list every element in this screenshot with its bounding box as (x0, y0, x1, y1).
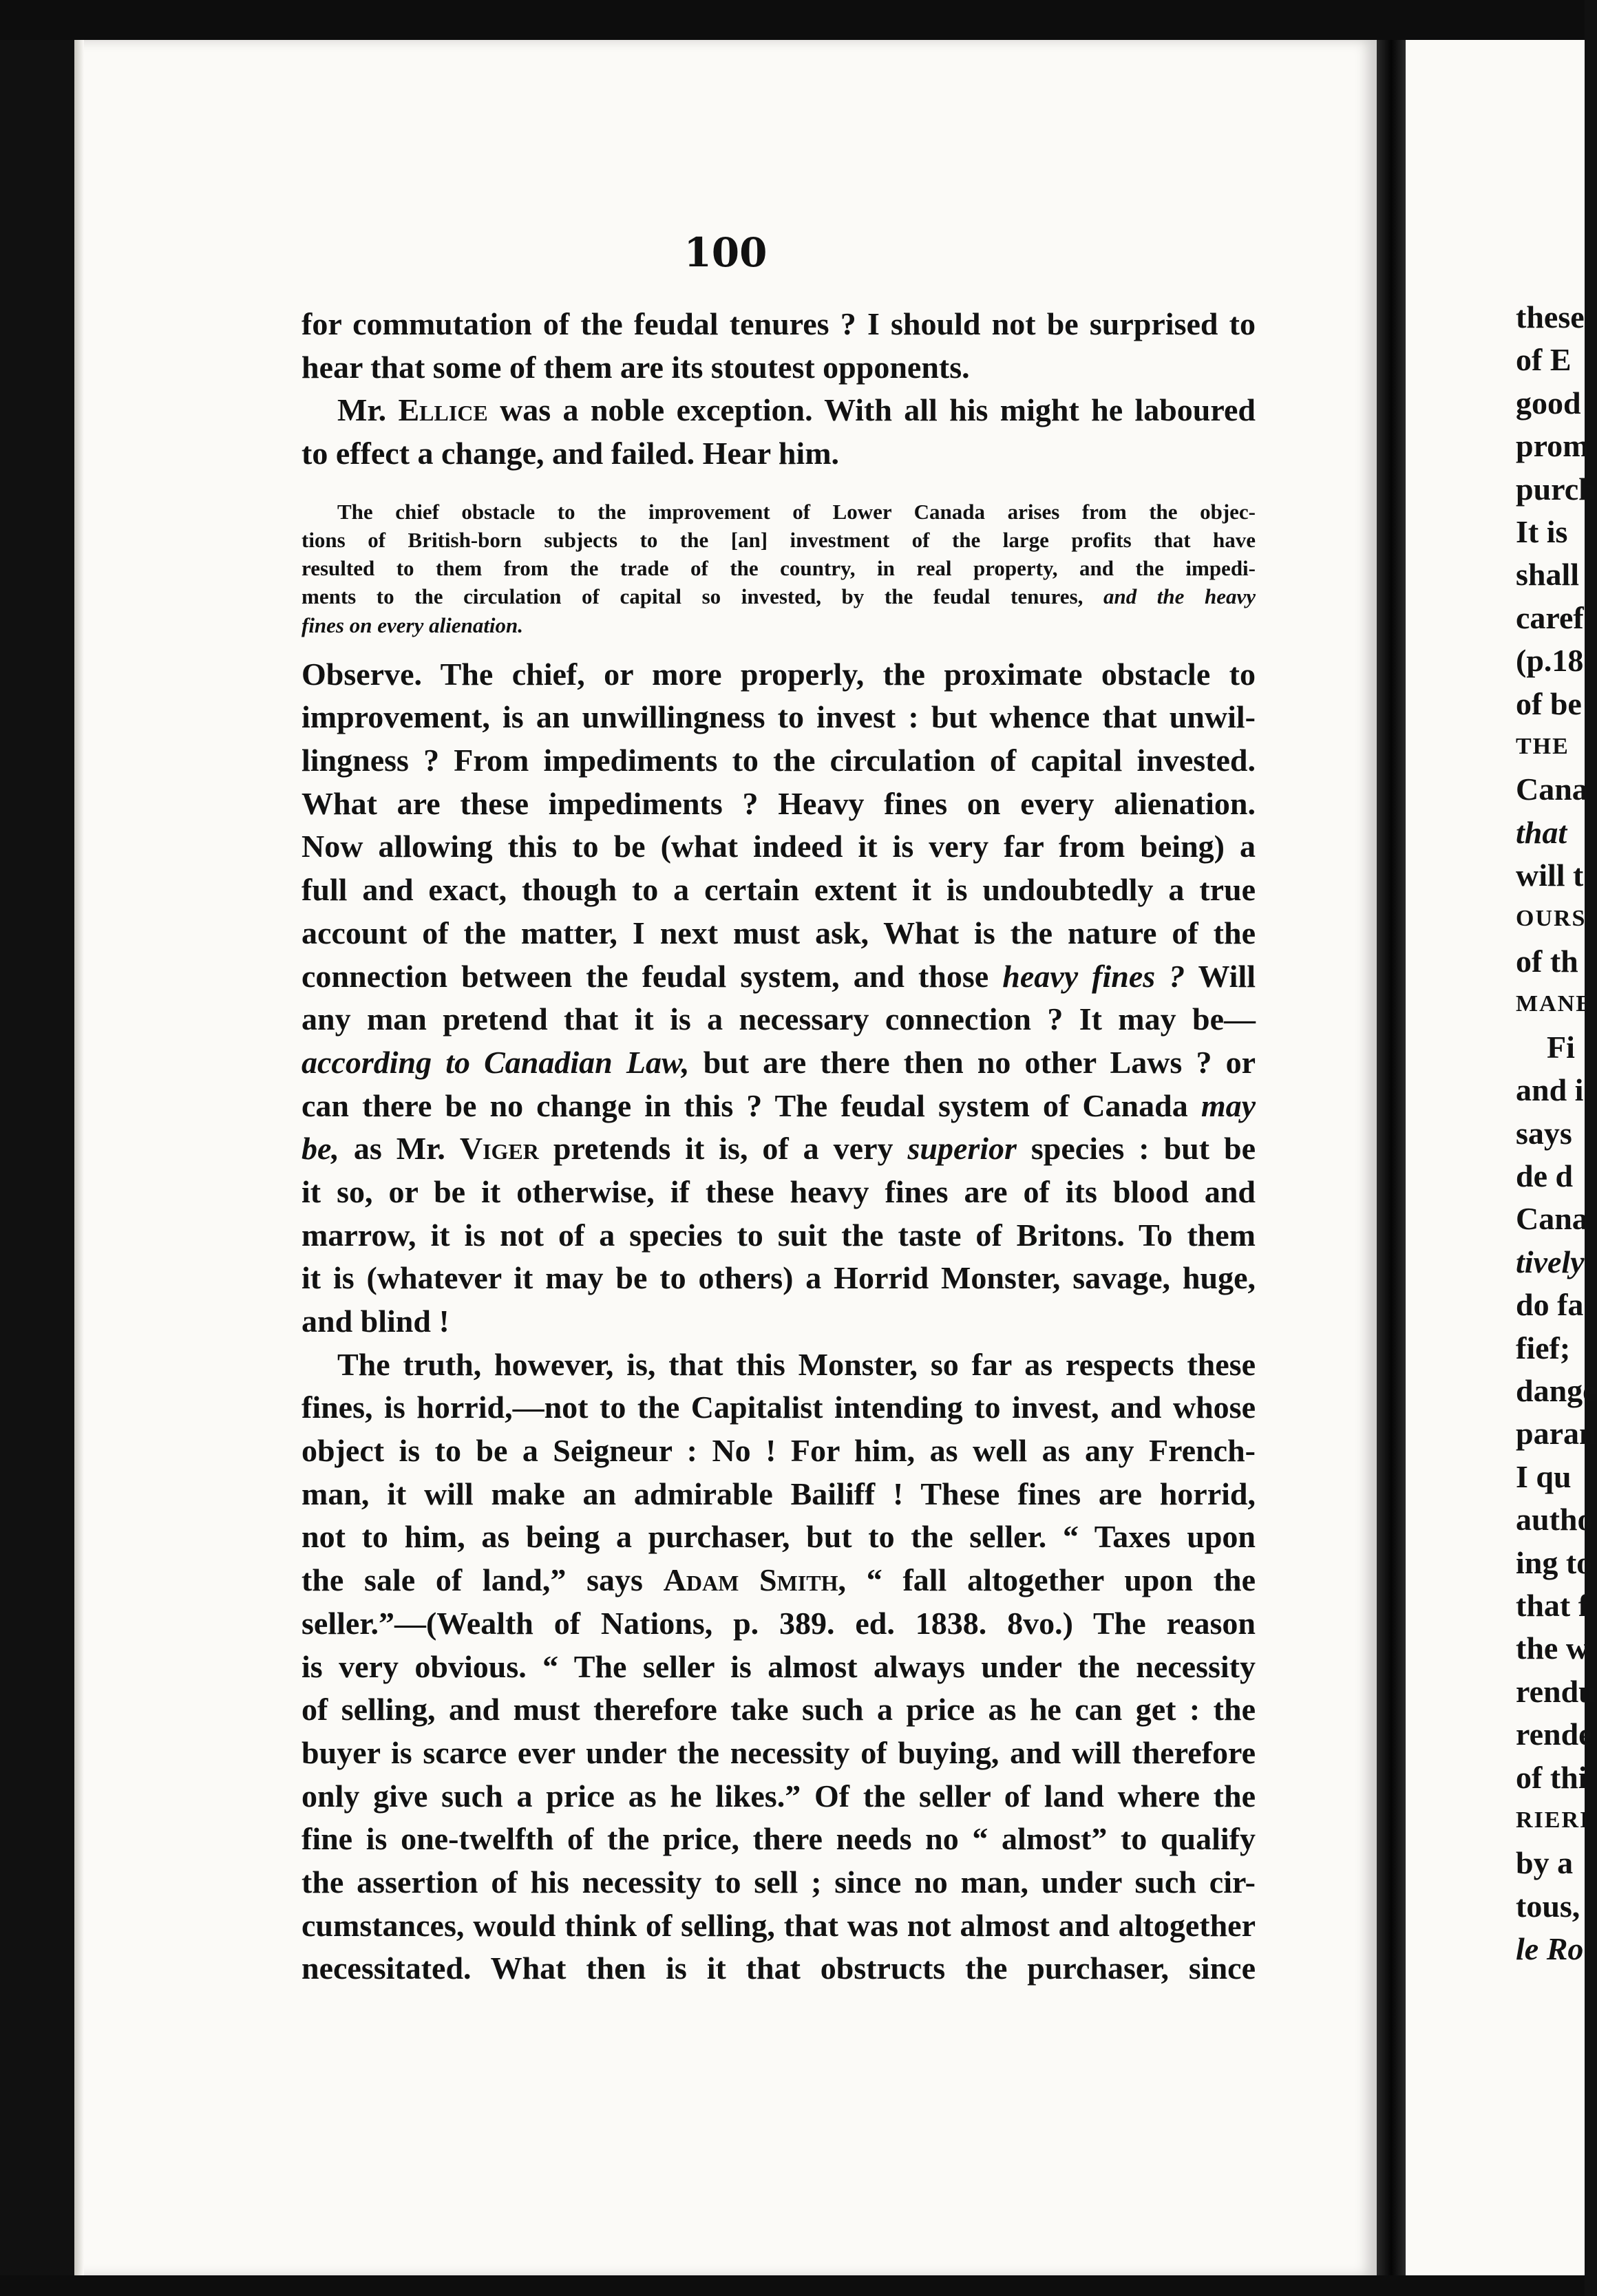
text-line: the sale of land,” says Adam Smith, “ fall altogether upon the (302, 1562, 1256, 1598)
right-page-fragment: Cana (1516, 772, 1588, 807)
right-page-fragment: good (1516, 385, 1581, 421)
text-line: account of the matter, I next must ask, What is the nature of the (302, 915, 1256, 950)
right-page-fragment: RIERI (1516, 1807, 1591, 1833)
right-page-fragment: the w (1516, 1630, 1589, 1666)
small-caps-name: Ellice (398, 392, 488, 428)
text-line: What are these impediments ? Heavy fines on every alienation. (302, 785, 1256, 821)
text-line: Mr. Ellice was a noble exception. With all his might he laboured (337, 392, 1256, 428)
right-page-fragment: and i (1516, 1072, 1584, 1108)
right-page-fragment: MANE (1516, 991, 1593, 1017)
text-line: for commutation of the feudal tenures ? I should not be surprised to (302, 306, 1256, 341)
text-line: The truth, however, is, that this Monster, so far as respects these (337, 1346, 1256, 1382)
right-page-fragment: fief; (1516, 1330, 1571, 1365)
text-line: fines, is horrid,—not to the Capitalist intending to invest, and whose (302, 1390, 1256, 1425)
right-page-fragment: of be (1516, 685, 1582, 721)
text-line: not to him, as being a purchaser, but to the seller. “ Taxes upon (302, 1519, 1256, 1555)
text-line: can there be no change in this ? The feudal system of Canada may (302, 1087, 1256, 1123)
quote-line: tions of British-born subjects to the [an] investment of the large profits that have (302, 527, 1256, 552)
right-page-fragment: of thi (1516, 1759, 1587, 1795)
book-gutter (1377, 40, 1406, 2277)
right-page-fragment: It is (1516, 514, 1568, 549)
right-page-fragment: OURS (1516, 905, 1587, 931)
text-line: necessitated. What then is it that obstructs the purchaser, since (302, 1950, 1256, 1986)
right-page-fragment: these (1516, 299, 1585, 334)
right-page-fragment: THE (1516, 734, 1569, 759)
text-line: Now allowing this to be (what indeed it is very far from being) a (302, 829, 1256, 864)
right-page-fragment: shall (1516, 557, 1580, 593)
text-line: buyer is scarce ever under the necessity of buying, and will therefore (302, 1734, 1256, 1770)
right-page-fragment: (p.18 (1516, 643, 1584, 679)
text-line: improvement, is an unwillingness to invest : but whence that unwil- (302, 699, 1256, 735)
quote-line: ments to the circulation of capital so invested, by the feudal tenures, and the heavy (302, 584, 1256, 609)
text-line: and blind ! (302, 1304, 450, 1339)
right-page-fragment: do fa (1516, 1287, 1584, 1323)
text-line: object is to be a Seigneur : No ! For him, as well as any French- (302, 1433, 1256, 1469)
right-page-edge (1406, 40, 1597, 2277)
scanner-border-top (0, 0, 1585, 40)
text-line: be, as Mr. Viger pretends it is, of a very superior species : but be (302, 1131, 1256, 1167)
text-line: it is (whatever it may be to others) a Horrid Monster, savage, huge, (302, 1260, 1256, 1296)
page-number: 100 (684, 229, 768, 276)
text-line: any man pretend that it is a necessary connection ? It may be— (302, 1001, 1256, 1037)
text-line: is very obvious. “ The seller is almost always under the necessity (302, 1648, 1256, 1684)
text-line: full and exact, though to a certain extent it is undoubtedly a true (302, 872, 1256, 908)
right-page-fragment: of th (1516, 944, 1578, 979)
page-text (302, 303, 1256, 1990)
right-page-fragment: will t (1516, 858, 1584, 893)
right-page-fragment: prom (1516, 428, 1589, 464)
text-line: it so, or be it otherwise, if these heavy fines are of its blood and (302, 1173, 1256, 1209)
right-page-fragment: that f (1516, 1588, 1589, 1623)
right-page-fragment: by a (1516, 1845, 1574, 1881)
right-page-fragment: caref (1516, 599, 1584, 635)
text-line: marrow, it is not of a species to suit the taste of Britons. To them (302, 1217, 1256, 1253)
right-page-fragment: purch (1516, 471, 1596, 507)
right-page-fragment: rende (1516, 1716, 1593, 1752)
quote-line: The chief obstacle to the improvement of Lower Canada arises from the objec- (337, 499, 1256, 524)
right-page-fragment: rendu (1516, 1673, 1596, 1709)
text-line: to effect a change, and failed. Hear him. (302, 436, 840, 471)
text-line: only give such a price as he likes.” Of the seller of land where the (302, 1778, 1256, 1814)
text-line: of selling, and must therefore take such a price as he can get : the (302, 1692, 1256, 1728)
text-line: hear that some of them are its stoutest opponents. (302, 349, 970, 385)
text-line: Observe. The chief, or more properly, the proximate obstacle to (302, 656, 1256, 692)
right-page-fragment: I qu (1516, 1458, 1572, 1494)
right-page-fragment: dange (1516, 1373, 1597, 1408)
right-page-fragment: tively (1516, 1244, 1585, 1279)
text-line: lingness ? From impediments to the circulation of capital invested. (302, 743, 1256, 778)
right-page-fragment: Fi (1547, 1029, 1575, 1065)
quote-line: fines on every alienation. (302, 613, 524, 637)
right-page-fragment: of E (1516, 342, 1572, 378)
scanner-border-bottom (0, 2275, 1585, 2296)
right-page-fragment: paran (1516, 1416, 1597, 1452)
text-line: fine is one-twelfth of the price, there needs no “ almost” to qualify (302, 1821, 1256, 1857)
text-line: man, it will make an admirable Bailiff ! These fines are horrid, (302, 1476, 1256, 1511)
right-page-fragment: Cana (1516, 1201, 1588, 1237)
text-line: cumstances, would think of selling, that was not almost and altogether (302, 1907, 1256, 1943)
right-page-fragment: ing to (1516, 1544, 1593, 1580)
quote-line: resulted to them from the trade of the country, in real property, and the impedi- (302, 556, 1256, 581)
right-page-fragment: tous, (1516, 1888, 1580, 1924)
right-page-fragment: autho (1516, 1502, 1594, 1538)
text-line: seller.”—(Wealth of Nations, p. 389. ed. 1838. 8vo.) The reason (302, 1605, 1256, 1641)
right-page-fragment: de d (1516, 1158, 1574, 1193)
block-quote (302, 498, 1256, 639)
right-page-fragment: that (1516, 814, 1567, 850)
text-line: connection between the feudal system, and those heavy fines ? Will (302, 958, 1256, 994)
text-line: the assertion of his necessity to sell ; since no man, under such cir- (302, 1864, 1256, 1900)
right-page-fragment: says (1516, 1115, 1572, 1151)
right-page-fragment: le Ro (1516, 1931, 1584, 1967)
text-line: according to Canadian Law, but are there then no other Laws ? or (302, 1044, 1256, 1080)
